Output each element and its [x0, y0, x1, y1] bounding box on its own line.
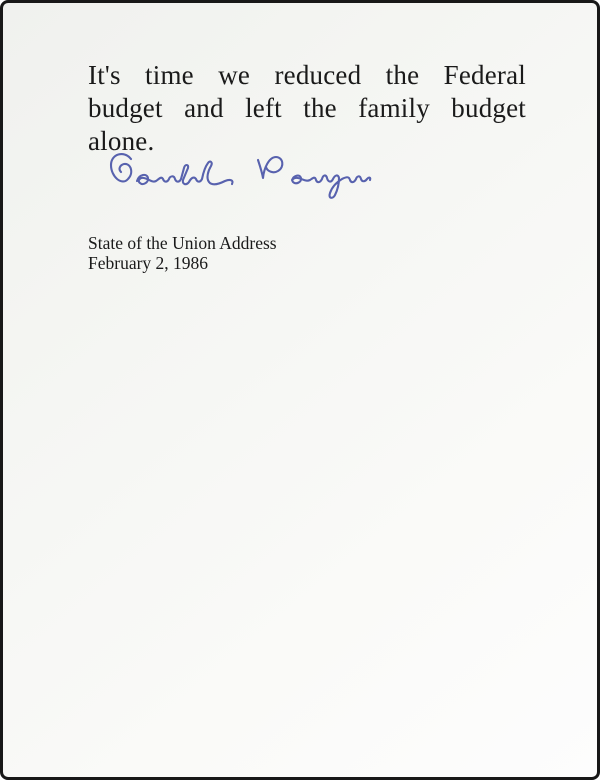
quote-line-2: budget and left the family budget: [88, 93, 526, 123]
attribution-block: [88, 233, 277, 273]
signature-ink-strokes: [111, 154, 370, 198]
attribution-date: February 2, 1986: [88, 253, 209, 273]
signature-ronald-reagan: [106, 148, 374, 204]
quote-line-3: alone.: [88, 126, 155, 156]
attribution-source: State of the Union Address: [88, 233, 277, 253]
quote-text: [88, 59, 526, 158]
quote-line-1: It's time we reduced the Federal: [88, 60, 526, 90]
